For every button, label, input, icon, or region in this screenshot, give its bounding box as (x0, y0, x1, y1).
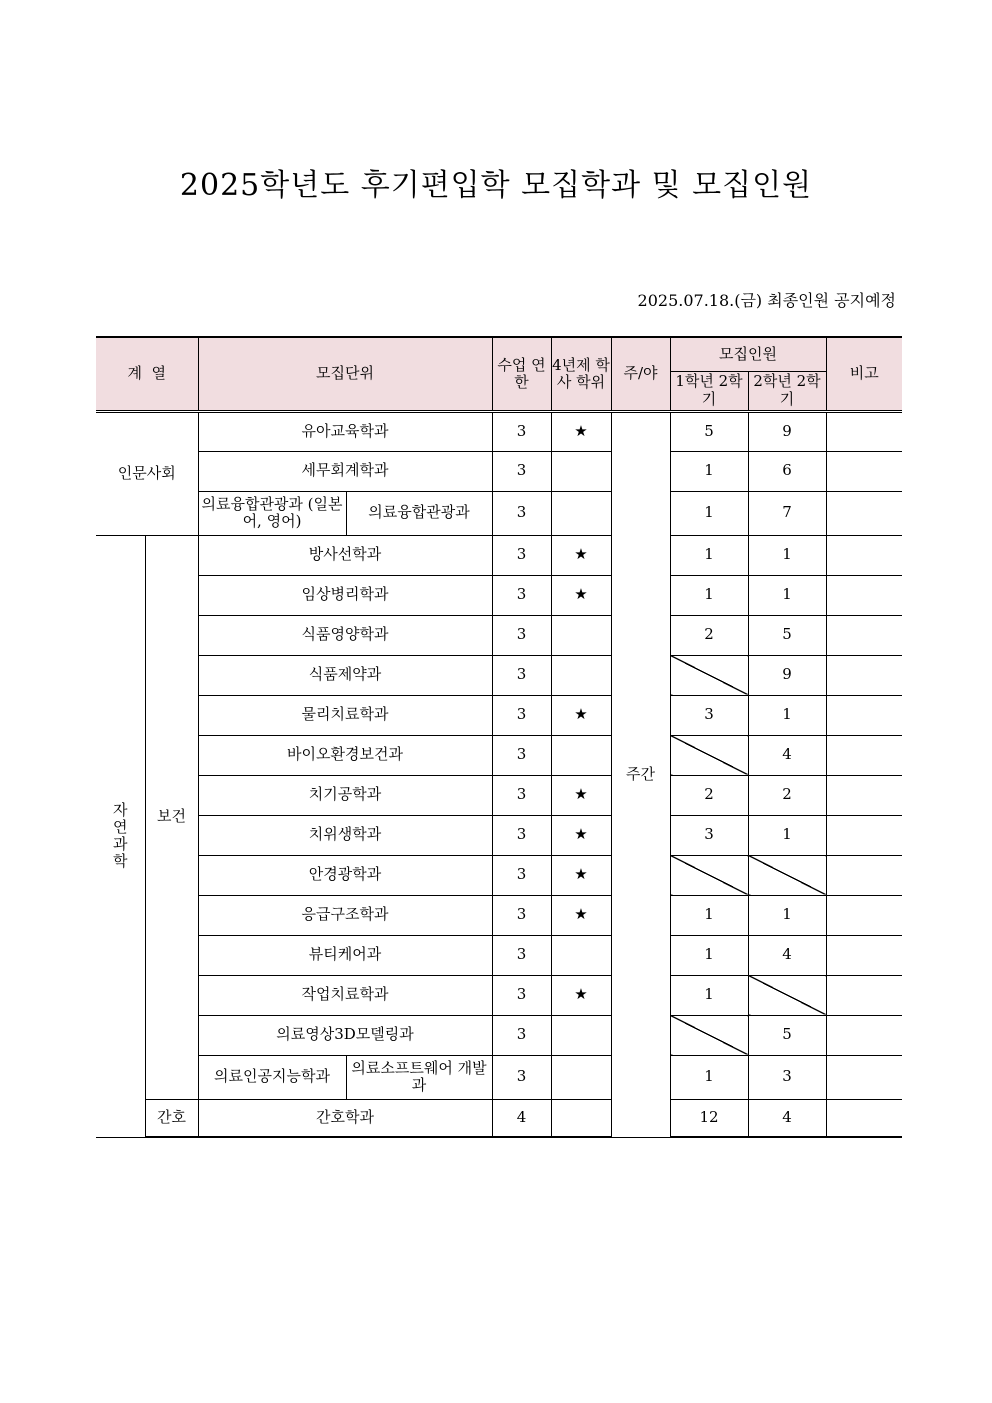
dept-name: 안경광학과 (198, 855, 492, 895)
years-cell: 3 (492, 575, 551, 615)
table-row (96, 575, 902, 615)
remarks-cell (826, 491, 902, 535)
table-row (96, 775, 902, 815)
years-cell: 3 (492, 1015, 551, 1055)
degree-cell (551, 735, 611, 775)
dept-name: 의료융합관광과 (346, 491, 492, 535)
table-row (96, 491, 902, 535)
grade1-cell: 3 (670, 695, 748, 735)
header-years: 수업 연한 (492, 337, 551, 411)
grade1-cell: 2 (670, 615, 748, 655)
table-row (96, 1099, 902, 1137)
years-cell: 3 (492, 491, 551, 535)
header-quota: 모집인원 (670, 337, 826, 371)
degree-cell: ★ (551, 975, 611, 1015)
years-cell: 4 (492, 1099, 551, 1137)
grade1-cell: 1 (670, 1055, 748, 1099)
table-row (96, 855, 902, 895)
header-degree: 4년제 학사 학위 (551, 337, 611, 411)
remarks-cell (826, 935, 902, 975)
grade1-cell: 2 (670, 775, 748, 815)
grade2-cell: 1 (748, 575, 826, 615)
grade1-cell: 1 (670, 575, 748, 615)
grade2-cell: 2 (748, 775, 826, 815)
group-health: 보건 (145, 535, 198, 1099)
remarks-cell (826, 895, 902, 935)
header-field: 계 열 (96, 337, 198, 411)
table-row (96, 895, 902, 935)
remarks-cell (826, 1099, 902, 1137)
dept-name: 유아교육학과 (198, 411, 492, 451)
table-row (96, 695, 902, 735)
dept-main-name: 의료융합관광과 (일본어, 영어) (198, 491, 346, 535)
degree-cell (551, 615, 611, 655)
degree-cell: ★ (551, 411, 611, 451)
dept-name: 의료소프트웨어 개발과 (346, 1055, 492, 1099)
table-row (96, 1015, 902, 1055)
dept-name: 세무회계학과 (198, 451, 492, 491)
grade2-cell: 1 (748, 535, 826, 575)
grade2-cell: 1 (748, 815, 826, 855)
years-cell: 3 (492, 815, 551, 855)
years-cell: 3 (492, 935, 551, 975)
degree-cell (551, 451, 611, 491)
grade2-cell-empty (748, 855, 826, 895)
degree-cell: ★ (551, 695, 611, 735)
grade1-cell: 1 (670, 535, 748, 575)
grade2-cell: 6 (748, 451, 826, 491)
degree-cell: ★ (551, 815, 611, 855)
remarks-cell (826, 975, 902, 1015)
years-cell: 3 (492, 615, 551, 655)
years-cell: 3 (492, 895, 551, 935)
grade1-cell: 1 (670, 451, 748, 491)
dept-name: 식품제약과 (198, 655, 492, 695)
degree-cell: ★ (551, 775, 611, 815)
table-row (96, 411, 902, 451)
dept-name: 방사선학과 (198, 535, 492, 575)
grade2-cell: 9 (748, 411, 826, 451)
group-daytime: 주간 (611, 411, 670, 1137)
notice-text: 2025.07.18.(금) 최종인원 공지예정 (637, 291, 896, 310)
grade2-cell: 3 (748, 1055, 826, 1099)
years-cell: 3 (492, 775, 551, 815)
dept-name: 임상병리학과 (198, 575, 492, 615)
degree-cell (551, 655, 611, 695)
grade1-cell: 1 (670, 491, 748, 535)
remarks-cell (826, 411, 902, 451)
years-cell: 3 (492, 695, 551, 735)
grade1-cell: 1 (670, 935, 748, 975)
table-row (96, 535, 902, 575)
years-cell: 3 (492, 975, 551, 1015)
remarks-cell (826, 855, 902, 895)
header-remarks: 비고 (826, 337, 902, 411)
remarks-cell (826, 815, 902, 855)
degree-cell: ★ (551, 895, 611, 935)
table-row (96, 735, 902, 775)
grade1-cell-empty (670, 735, 748, 775)
degree-cell (551, 935, 611, 975)
dept-name: 치위생학과 (198, 815, 492, 855)
table-row (96, 815, 902, 855)
grade2-cell: 7 (748, 491, 826, 535)
grade1-cell: 1 (670, 975, 748, 1015)
years-cell: 3 (492, 411, 551, 451)
degree-cell (551, 1015, 611, 1055)
dept-name: 작업치료학과 (198, 975, 492, 1015)
dept-name: 치기공학과 (198, 775, 492, 815)
grade2-cell: 1 (748, 895, 826, 935)
table-row (96, 655, 902, 695)
dept-name: 의료영상3D모델링과 (198, 1015, 492, 1055)
remarks-cell (826, 775, 902, 815)
grade1-cell: 5 (670, 411, 748, 451)
grade1-cell: 3 (670, 815, 748, 855)
years-cell: 3 (492, 1055, 551, 1099)
remarks-cell (826, 615, 902, 655)
remarks-cell (826, 735, 902, 775)
dept-name: 뷰티케어과 (198, 935, 492, 975)
recruitment-table (96, 336, 902, 1138)
table-row (96, 975, 902, 1015)
years-cell: 3 (492, 855, 551, 895)
grade2-cell: 9 (748, 655, 826, 695)
grade2-cell: 1 (748, 695, 826, 735)
dept-main-name: 의료인공지능학과 (198, 1055, 346, 1099)
grade1-cell-empty (670, 655, 748, 695)
years-cell: 3 (492, 451, 551, 491)
table-row (96, 1055, 902, 1099)
grade2-cell: 5 (748, 615, 826, 655)
remarks-cell (826, 535, 902, 575)
dept-name: 간호학과 (198, 1099, 492, 1137)
remarks-cell (826, 1015, 902, 1055)
grade2-cell: 4 (748, 935, 826, 975)
header-unit: 모집단위 (198, 337, 492, 411)
degree-cell (551, 1055, 611, 1099)
group-humanities: 인문사회 (96, 411, 198, 535)
years-cell: 3 (492, 655, 551, 695)
grade2-cell: 4 (748, 735, 826, 775)
degree-cell: ★ (551, 535, 611, 575)
header-grade2: 2학년 2학기 (748, 371, 826, 411)
remarks-cell (826, 451, 902, 491)
remarks-cell (826, 655, 902, 695)
page-title: 2025학년도 후기편입학 모집학과 및 모집인원 (179, 168, 813, 203)
degree-cell (551, 491, 611, 535)
remarks-cell (826, 1055, 902, 1099)
grade2-cell: 4 (748, 1099, 826, 1137)
header-grade1: 1학년 2학기 (670, 371, 748, 411)
grade2-cell-empty (748, 975, 826, 1015)
degree-cell: ★ (551, 855, 611, 895)
dept-name: 바이오환경보건과 (198, 735, 492, 775)
years-cell: 3 (492, 535, 551, 575)
table-row (96, 451, 902, 491)
dept-name: 식품영양학과 (198, 615, 492, 655)
grade1-cell: 12 (670, 1099, 748, 1137)
grade1-cell-empty (670, 1015, 748, 1055)
table-row (96, 935, 902, 975)
years-cell: 3 (492, 735, 551, 775)
remarks-cell (826, 575, 902, 615)
header-daynight: 주/야 (611, 337, 670, 411)
dept-name: 응급구조학과 (198, 895, 492, 935)
group-nursing: 간호 (145, 1099, 198, 1137)
dept-name: 물리치료학과 (198, 695, 492, 735)
grade1-cell: 1 (670, 895, 748, 935)
group-natural-science: 자 연 과 학 (96, 535, 145, 1137)
degree-cell (551, 1099, 611, 1137)
grade2-cell: 5 (748, 1015, 826, 1055)
degree-cell: ★ (551, 575, 611, 615)
grade1-cell-empty (670, 855, 748, 895)
table-row (96, 615, 902, 655)
remarks-cell (826, 695, 902, 735)
